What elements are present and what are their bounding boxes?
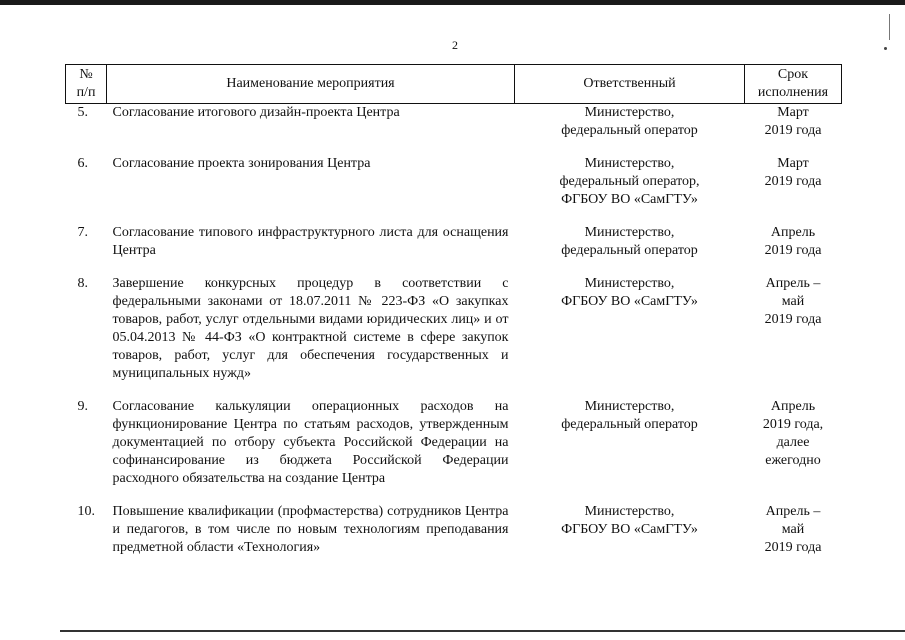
header-name: Наименование мероприятия: [107, 65, 515, 104]
responsible-line: ФГБОУ ВО «СамГТУ»: [561, 522, 698, 537]
table-row: [66, 155, 842, 209]
row-number: 7.: [77, 225, 88, 240]
term-line: 2019 года: [764, 243, 822, 258]
term-line: Апрель –: [765, 504, 821, 519]
scan-bottom-border: [60, 630, 905, 632]
responsible-line: Министерство,: [584, 504, 675, 519]
term-cell: [745, 398, 842, 488]
row-number: 9.: [77, 399, 88, 414]
activity-name: Согласование калькуляции операционных расходов на функционирование Центра по статьям расходов, утвержденным документацией по отбору субъекта Российской Федерации на софинансирование из бюджета Российской Федерации расходного обязательства на создание Центра: [112, 399, 509, 486]
row-number: 10.: [77, 504, 95, 519]
responsible-line: Министерство,: [584, 276, 675, 291]
activities-table: [65, 64, 842, 557]
term-line: Апрель: [770, 225, 816, 240]
term-line: май: [781, 522, 805, 537]
scan-edge-mark: [889, 14, 890, 40]
term-line: 2019 года: [764, 174, 822, 189]
header-responsible: Ответственный: [515, 65, 745, 104]
table-row: [66, 398, 842, 488]
scan-top-border: [0, 0, 905, 5]
header-term-line: исполнения: [757, 85, 829, 100]
responsible-cell: [515, 104, 745, 141]
activity-name: Завершение конкурсных процедур в соответствии с федеральными законами от 18.07.2011 № 223-ФЗ «О закупках товаров, работ, услуг отдельными видами юридических лиц» и от 05.04.2013 № 44-ФЗ «О контрактной системе в сфере закупок товаров, работ, услуг для обеспечения государственных и муниципальных нужд»: [112, 276, 509, 381]
responsible-cell: [515, 503, 745, 557]
responsible-line: ФГБОУ ВО «СамГТУ»: [561, 192, 698, 207]
row-number: 5.: [77, 105, 88, 120]
activity-name: Согласование типового инфраструктурного листа для оснащения Центра: [112, 225, 509, 258]
table-row: [66, 275, 842, 383]
activity-name: Согласование проекта зонирования Центра: [112, 156, 371, 171]
header-term: [745, 65, 842, 104]
responsible-line: ФГБОУ ВО «СамГТУ»: [561, 294, 698, 309]
table-row: [66, 224, 842, 260]
term-line: май: [781, 294, 805, 309]
term-line: далее: [776, 435, 810, 450]
term-line: Март: [777, 105, 809, 120]
term-line: 2019 года: [764, 312, 822, 327]
responsible-line: федеральный оператор,: [559, 174, 700, 189]
table-row: [66, 104, 842, 141]
header-num: [66, 65, 107, 104]
responsible-cell: [515, 224, 745, 260]
activity-name: Повышение квалификации (профмастерства) сотрудников Центра и педагогов, в том числе по новым технологиям преподавания предметной области «Технология»: [112, 504, 509, 555]
responsible-cell: [515, 398, 745, 488]
responsible-line: Министерство,: [584, 399, 675, 414]
term-line: Апрель: [770, 399, 816, 414]
responsible-line: федеральный оператор: [561, 243, 698, 258]
page-number: 2: [452, 38, 458, 52]
responsible-line: Министерство,: [584, 105, 675, 120]
row-number: 8.: [77, 276, 88, 291]
term-line: ежегодно: [765, 453, 821, 468]
responsible-cell: [515, 155, 745, 209]
term-line: 2019 года: [764, 540, 822, 555]
header-term-line: Срок: [777, 67, 809, 82]
term-line: Март: [777, 156, 809, 171]
responsible-line: федеральный оператор: [561, 123, 698, 138]
activity-name: Согласование итогового дизайн-проекта Центра: [112, 105, 400, 120]
term-cell: [745, 104, 842, 141]
header-num-line: №: [79, 67, 93, 82]
term-cell: [745, 503, 842, 557]
term-cell: [745, 224, 842, 260]
row-number: 6.: [77, 156, 88, 171]
term-line: Апрель –: [765, 276, 821, 291]
header-num-line: п/п: [76, 85, 96, 100]
term-cell: [745, 275, 842, 383]
responsible-cell: [515, 275, 745, 383]
term-line: 2019 года,: [762, 417, 824, 432]
responsible-line: федеральный оператор: [561, 417, 698, 432]
responsible-line: Министерство,: [584, 225, 675, 240]
table-row: [66, 503, 842, 557]
term-cell: [745, 155, 842, 209]
term-line: 2019 года: [764, 123, 822, 138]
scan-dot-mark: [884, 47, 887, 50]
table-header-row: [66, 65, 842, 104]
responsible-line: Министерство,: [584, 156, 675, 171]
